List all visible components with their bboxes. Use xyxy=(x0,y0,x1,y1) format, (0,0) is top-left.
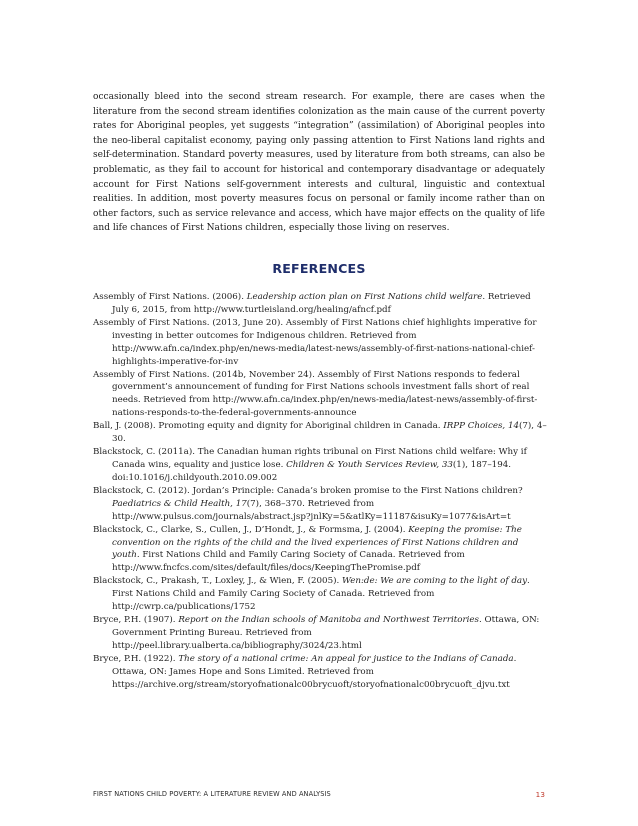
page-footer xyxy=(93,790,545,798)
footer-title: FIRST NATIONS CHILD POVERTY: A LITERATURE REVIEW AND ANALYSIS xyxy=(93,790,331,798)
reference-text: Assembly of First Nations. (2014b, November 24). Assembly of First Nations responds to federal government’s announcement of funding for First Nations schools investment falls short of real needs. Retrieved from http://www.afn.ca/index.php/en/news-media/latest-news/assembly-of-first-nations-responds-to-the-federal-governments-announce xyxy=(93,369,538,419)
reference-text: . First Nations Child and Family Caring Society of Canada. Retrieved from http://cwrp.ca/publications/1752 xyxy=(112,576,530,613)
reference-text: . Retrieved July 6, 2015, from http://www.turtleisland.org/healing/afncf.pdf xyxy=(112,292,531,315)
page-number: 13 xyxy=(535,790,545,799)
reference-entry xyxy=(93,485,548,524)
reference-entry xyxy=(93,317,548,369)
reference-entry xyxy=(93,653,548,692)
reference-entry xyxy=(93,369,548,421)
reference-text: (7), 4–30. xyxy=(112,421,547,445)
reference-entry xyxy=(93,575,548,614)
reference-title: Leadership action plan on First Nations child welfare xyxy=(246,292,483,302)
reference-text: . Ottawa, ON: James Hope and Sons Limited. Retrieved from https://archive.org/stream/storyofnationalc00brycuoft/storyofnationalc00brycuoft_djvu.txt xyxy=(112,653,517,690)
reference-text: Blackstock, C. (2011a). The Canadian human rights tribunal on First Nations child welfare: Why if Canada wins, equality and justice lose. xyxy=(93,447,527,470)
reference-text: . First Nations Child and Family Caring Society of Canada. Retrieved from http://www.fncfcs.com/sites/default/files/docs/KeepingThePromise.pdf xyxy=(112,550,465,574)
reference-text: Assembly of First Nations. (2006). xyxy=(93,292,247,302)
reference-text: (7), 368–370. Retrieved from http://www.pulsus.com/journals/abstract.jsp?jnlKy=5&atlKy=11187&isuKy=1077&isArt=t xyxy=(112,498,511,522)
reference-text: Blackstock, C., Clarke, S., Cullen, J., D’Hondt, J., & Formsma, J. (2004). xyxy=(93,524,409,535)
reference-text: . Ottawa, ON: Government Printing Bureau. Retrieved from http://peel.library.ualberta.ca/bibliography/3024/23.html xyxy=(112,615,540,651)
reference-entry xyxy=(93,446,548,485)
reference-title: Children & Youth Services Review, 33 xyxy=(286,459,453,470)
reference-text: Blackstock, C., Prakash, T., Loxley, J., & Wien, F. (2005). xyxy=(93,576,343,587)
references-heading: REFERENCES xyxy=(272,261,366,276)
reference-text: (1), 187–194. doi:10.1016/j.childyouth.2010.09.002 xyxy=(112,459,512,483)
reference-title: Report on the Indian schools of Manitoba and Northwest Territories xyxy=(178,615,480,626)
reference-text: Assembly of First Nations. (2013, June 20). Assembly of First Nations chief highlights imperative for investing in better outcomes for Indigenous children. Retrieved from http://www.afn.ca/index.php/en/news-media/latest-news/assembly-of-first-nations-national-chief-highlights-imperative-for-inv xyxy=(93,317,537,367)
reference-text: Bryce, P.H. (1922). xyxy=(93,653,179,664)
reference-title: Wen:de: We are coming to the light of day xyxy=(342,576,527,587)
reference-text: Bryce, P.H. (1907). xyxy=(93,615,179,626)
reference-title: The story of a national crime: An appeal for justice to the Indians of Canada xyxy=(178,653,514,664)
reference-text: Blackstock, C. (2012). Jordan’s Principle: Canada’s broken promise to the First Nations children? xyxy=(93,485,523,496)
reference-title: Keeping the promise: The convention on the rights of the child and the lived experiences of First Nations children and youth xyxy=(112,524,522,561)
reference-text: Ball, J. (2008). Promoting equity and dignity for Aboriginal children in Canada. xyxy=(93,421,444,432)
reference-title: IRPP Choices, 14 xyxy=(443,421,519,432)
reference-entry xyxy=(93,420,548,446)
reference-title: Paediatrics & Child Health, 17 xyxy=(112,498,247,509)
body-paragraph: occasionally bleed into the second stream research. For example, there are cases when the literature from the second stream identifies colonization as the main cause of the current poverty rates for Aboriginal peoples, yet suggests “integration” (assimilation) of Aboriginal peoples into the neo-liberal capitalist economy, paying only passing attention to First Nations land rights and self-determination. Standard poverty measures, used by literature from both streams, can also be problematic, as they fail to account for historical and contemporary disadvantage or adequately account for First Nations self-government interests and cultural, linguistic and contextual realities. In addition, most poverty measures focus on personal or family income rather than on other factors, such as service relevance and access, which have major effects on the quality of life and life chances of First Nations children, especially those living on reserves. xyxy=(93,92,545,234)
references-list xyxy=(93,291,548,692)
reference-entry xyxy=(93,614,548,653)
reference-entry xyxy=(93,291,548,317)
reference-entry xyxy=(93,524,548,576)
